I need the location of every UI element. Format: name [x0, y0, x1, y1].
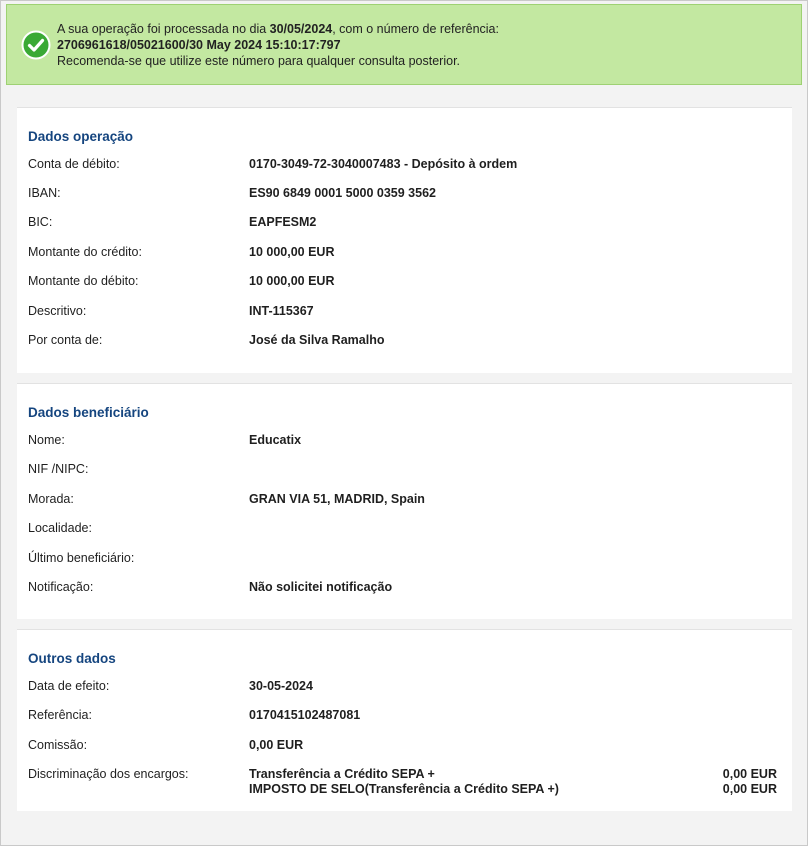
charge-line — [249, 767, 777, 782]
row-label: BIC: — [28, 215, 53, 229]
row-value: Educatix — [249, 433, 302, 447]
check-circle-icon — [21, 30, 51, 60]
banner-line-1 — [57, 21, 499, 37]
row-description — [28, 302, 778, 320]
section-beneficiary — [17, 383, 792, 619]
row-value: 0170-3049-72-3040007483 - Depósito à ordem — [249, 157, 518, 171]
charge-description: Transferência a Crédito SEPA + — [249, 767, 435, 781]
row-label: Morada: — [28, 492, 74, 506]
row-value: INT-115367 — [249, 304, 314, 318]
row-value: GRAN VIA 51, MADRID, Spain — [249, 492, 425, 506]
section-other — [17, 629, 792, 811]
row-label: Nome: — [28, 433, 65, 447]
row-value: 10 000,00 EUR — [249, 245, 335, 259]
banner-date: 30/05/2024 — [269, 22, 333, 36]
row-debit-amount — [28, 272, 778, 290]
success-banner — [6, 4, 802, 85]
row-address — [28, 490, 778, 508]
banner-prefix: A sua operação foi processada no dia — [57, 22, 270, 36]
row-value: 0,00 EUR — [249, 738, 304, 752]
row-notification — [28, 578, 778, 596]
row-label: Data de efeito: — [28, 679, 110, 693]
row-value: Não solicitei notificação — [249, 580, 393, 594]
row-reference — [28, 706, 778, 724]
charge-amount: 0,00 EUR — [722, 767, 777, 781]
banner-line-2 — [57, 37, 499, 53]
banner-text — [57, 21, 499, 69]
charge-amount: 0,00 EUR — [722, 782, 777, 796]
section-title-other: Outros dados — [28, 651, 116, 666]
section-title-beneficiary: Dados beneficiário — [28, 405, 149, 420]
row-debit-account — [28, 155, 778, 173]
row-on-behalf-of — [28, 331, 778, 349]
row-label: Descritivo: — [28, 304, 87, 318]
row-value: 0170415102487081 — [249, 708, 361, 722]
row-label: Conta de débito: — [28, 157, 120, 171]
row-label: Comissão: — [28, 738, 88, 752]
row-name — [28, 431, 778, 449]
section-operation — [17, 107, 792, 373]
row-label: NIF /NIPC: — [28, 462, 89, 476]
charges-list — [249, 767, 777, 797]
row-commission — [28, 736, 778, 754]
row-label: Localidade: — [28, 521, 92, 535]
row-label: Discriminação dos encargos: — [28, 767, 189, 781]
row-label: Por conta de: — [28, 333, 103, 347]
row-value: 10 000,00 EUR — [249, 274, 335, 288]
row-value: EAPFESM2 — [249, 215, 317, 229]
row-label: Último beneficiário: — [28, 551, 135, 565]
row-charges — [28, 766, 778, 800]
banner-line-3: Recomenda-se que utilize este número para qualquer consulta posterior. — [57, 54, 461, 68]
row-nif — [28, 460, 778, 478]
banner-middle: , com o número de referência: — [332, 22, 499, 36]
row-label: IBAN: — [28, 186, 61, 200]
row-value: José da Silva Ramalho — [249, 333, 385, 347]
row-iban — [28, 184, 778, 202]
charge-description: IMPOSTO DE SELO(Transferência a Crédito SEPA +) — [249, 782, 559, 796]
row-last-beneficiary — [28, 549, 778, 567]
row-value: 30-05-2024 — [249, 679, 313, 693]
row-value: ES90 6849 0001 5000 0359 3562 — [249, 186, 436, 200]
row-label: Notificação: — [28, 580, 94, 594]
row-effective-date — [28, 677, 778, 695]
row-credit-amount — [28, 243, 778, 261]
row-bic — [28, 213, 778, 231]
row-label: Montante do débito: — [28, 274, 139, 288]
charge-line — [249, 782, 777, 797]
row-label: Referência: — [28, 708, 92, 722]
banner-reference: 2706961618/05021600/30 May 2024 15:10:17:797 — [57, 38, 341, 52]
row-locality — [28, 519, 778, 537]
row-label: Montante do crédito: — [28, 245, 142, 259]
section-title-operation: Dados operação — [28, 129, 134, 144]
